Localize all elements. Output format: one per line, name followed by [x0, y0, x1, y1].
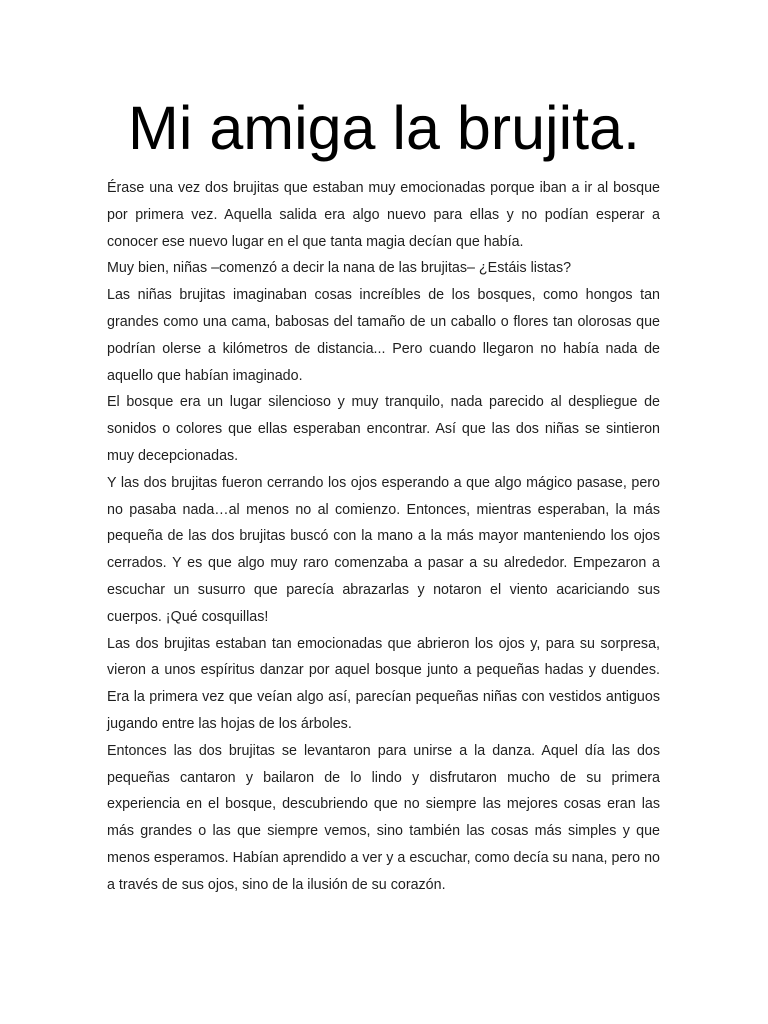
- paragraph-3: Las niñas brujitas imaginaban cosas increíbles de los bosques, como hongos tan grandes como una cama, babosas del tamaño de un caballo o flores tan olorosas que podrían olerse a kilómetros de distancia... Pero cuando llegaron no había nada de aquello que habían imaginado.: [107, 287, 660, 384]
- document-title: Mi amiga la brujita.: [128, 94, 640, 162]
- paragraph-7: Entonces las dos brujitas se levantaron para unirse a la danza. Aquel día las dos pequeñas cantaron y bailaron de lo lindo y disfrutaron mucho de su primera experiencia en el bosque, descubriendo que no siempre las mejores cosas eran las más grandes o las que siempre vemos, sino también las cosas más simples y que menos esperamos. Habían aprendido a ver y a escuchar, como decía su nana, pero no a través de sus ojos, sino de la ilusión de su corazón.: [107, 742, 660, 893]
- paragraph-6: Las dos brujitas estaban tan emocionadas que abrieron los ojos y, para su sorpresa, vieron a unos espíritus danzar por aquel bosque junto a pequeñas hadas y duendes. Era la primera vez que veían algo así, parecían pequeñas niñas con vestidos antiguos jugando entre las hojas de los árboles.: [107, 635, 660, 732]
- paragraph-4: El bosque era un lugar silencioso y muy tranquilo, nada parecido al despliegue de sonidos o colores que ellas esperaban encontrar. Así que las dos niñas se sintieron muy decepcionadas.: [107, 394, 660, 464]
- paragraph-1: Érase una vez dos brujitas que estaban muy emocionadas porque iban a ir al bosque por primera vez. Aquella salida era algo nuevo para ellas y no podían esperar a conocer ese nuevo lugar en el que tanta magia decían que había.: [107, 180, 660, 250]
- document-body: [107, 175, 660, 899]
- paragraph-5: Y las dos brujitas fueron cerrando los ojos esperando a que algo mágico pasase, pero no pasaba nada…al menos no al comienzo. Entonces, mientras esperaban, la más pequeña de las dos brujitas buscó con la mano a la más mayor manteniendo los ojos cerrados. Y es que algo muy raro comenzaba a pasar a su alrededor. Empezaron a escuchar un susurro que parecía abrazarlas y notaron el viento acariciando sus cuerpos. ¡Qué cosquillas!: [107, 474, 660, 625]
- paragraph-2: Muy bien, niñas –comenzó a decir la nana de las brujitas– ¿Estáis listas?: [107, 260, 572, 277]
